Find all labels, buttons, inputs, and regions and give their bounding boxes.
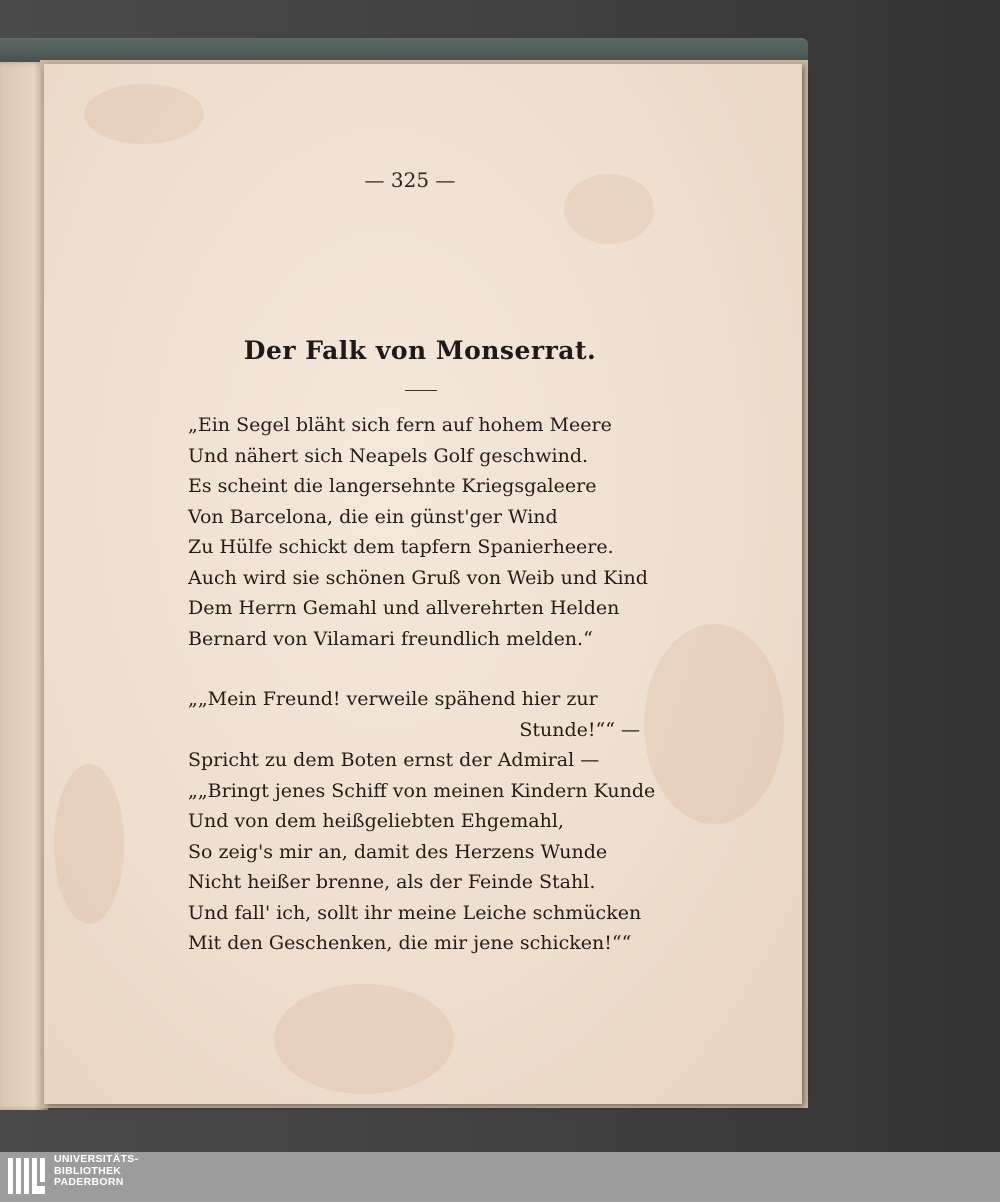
poem-line: Bernard von Vilamari freundlich melden.“ xyxy=(188,627,593,650)
paper-stain xyxy=(84,84,204,144)
poem-line: Und nähert sich Neapels Golf geschwind. xyxy=(188,444,589,467)
logo-line: UNIVERSITÄTS- xyxy=(54,1153,139,1165)
library-logo-text xyxy=(54,1154,138,1189)
paper-stain xyxy=(274,984,454,1094)
library-logo-icon xyxy=(6,1156,50,1198)
poem-line: „„Bringt jenes Schiff von meinen Kindern Kunde xyxy=(188,779,656,802)
paper-stain xyxy=(54,764,124,924)
poem-line: So zeig's mir an, damit des Herzens Wunde xyxy=(188,840,608,863)
poem-title: Der Falk von Monserrat. xyxy=(243,336,597,365)
poem-line: Zu Hülfe schickt dem tapfern Spanierheere. xyxy=(188,536,614,558)
poem-line: Spricht zu dem Boten ernst der Admiral — xyxy=(188,749,600,771)
poem-line: „„Mein Freund! verweile spähend hier zur xyxy=(188,688,598,710)
poem-line: Und fall' ich, sollt ihr meine Leiche schmücken xyxy=(188,901,642,924)
poem-stanza xyxy=(188,410,668,654)
poem-stanza xyxy=(188,684,668,959)
footer-bar xyxy=(0,1152,1000,1202)
poem-line: Mit den Geschenken, die mir jene schicken!““ xyxy=(188,932,632,954)
title-divider xyxy=(405,390,437,391)
poem-line: „Ein Segel bläht sich fern auf hohem Meere xyxy=(188,414,612,436)
poem-body xyxy=(188,410,668,959)
logo-line: PADERBORN xyxy=(54,1176,124,1188)
logo-line: BIBLIOTHEK xyxy=(54,1164,122,1177)
poem-line: Stunde!““ — xyxy=(519,718,640,741)
poem-line: Auch wird sie schönen Gruß von Weib und Kind xyxy=(188,566,648,589)
poem-line: Dem Herrn Gemahl und allverehrten Helden xyxy=(188,597,620,619)
poem-line: Nicht heißer brenne, als der Feinde Stahl. xyxy=(188,871,596,893)
poem-line: Es scheint die langersehnte Kriegsgaleere xyxy=(188,475,597,497)
poem-line: Von Barcelona, die ein günst'ger Wind xyxy=(188,505,558,528)
poem-line: Und von dem heißgeliebten Ehgemahl, xyxy=(188,810,564,832)
page-number: — 325 — xyxy=(364,168,456,192)
